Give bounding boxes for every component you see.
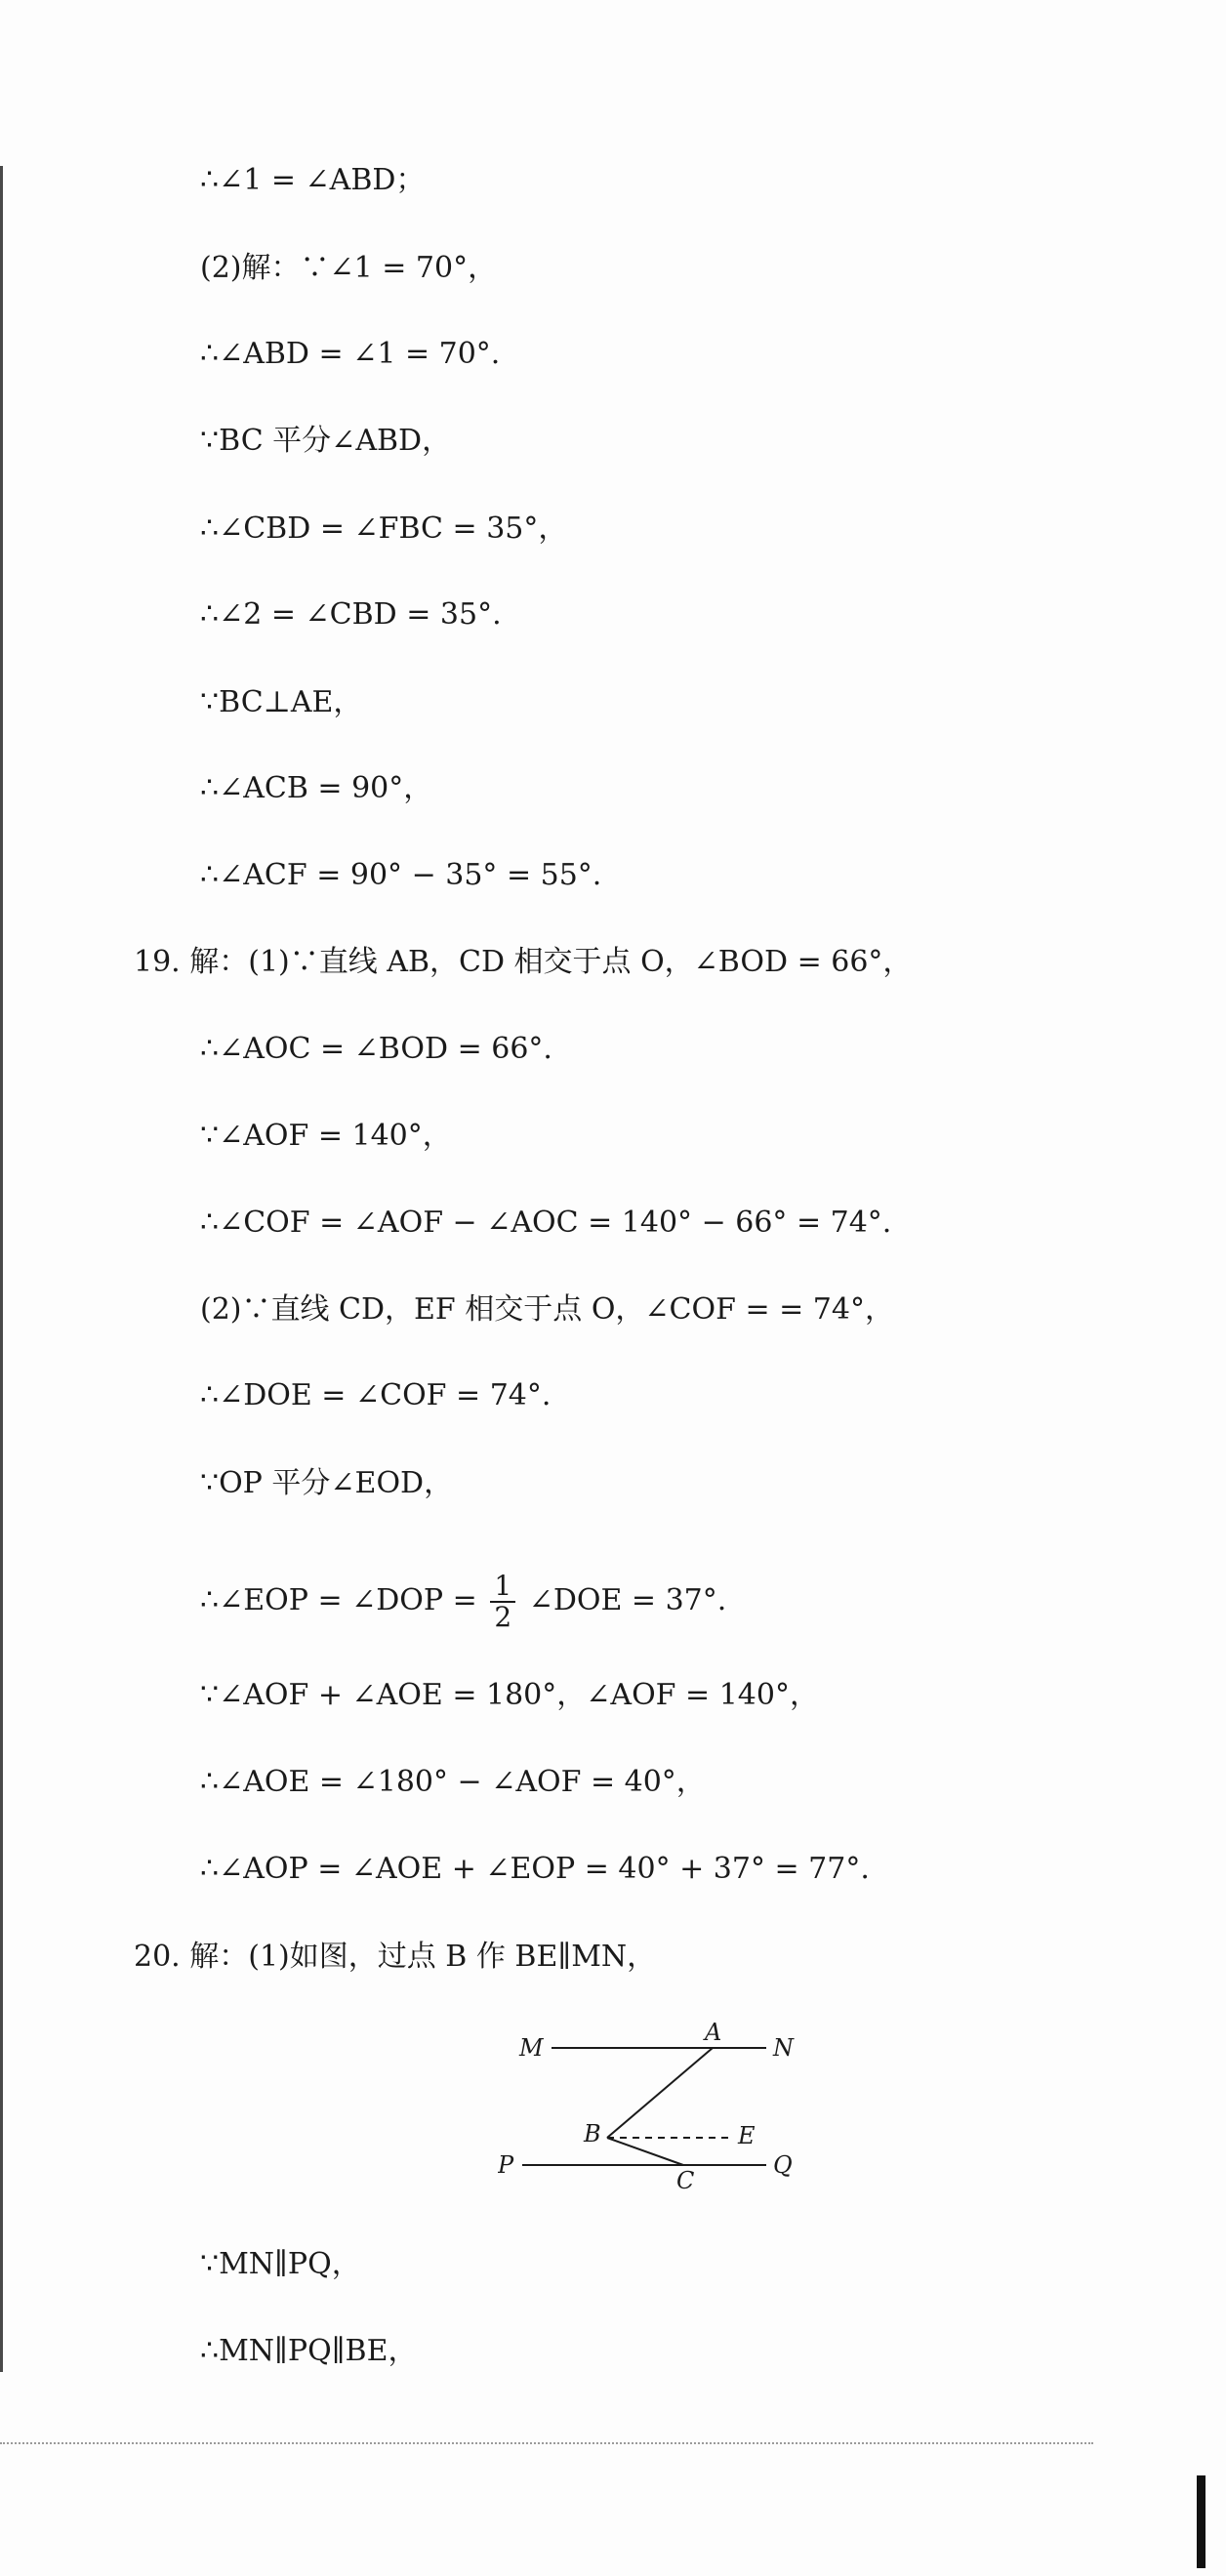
dotted-divider: [0, 2442, 1093, 2444]
fraction-one-half: [490, 1572, 515, 1632]
text-line: ∴∠2 = ∠CBD = 35°.: [200, 597, 502, 632]
text-line: ∴∠ACB = 90°，: [200, 771, 433, 805]
fraction-equation-line: [200, 1572, 726, 1632]
text-line: ∵BC 平分∠ABD，: [200, 424, 452, 458]
text-line: ∵OP 平分∠EOD，: [200, 1466, 454, 1500]
text-line: ∴∠ACF = 90° − 35° = 55°.: [200, 858, 602, 892]
text-line: ∵∠AOF + ∠AOE = 180°，∠AOF = 140°，: [200, 1678, 819, 1712]
label-p: P: [498, 2151, 514, 2179]
text-line: ∴∠ABD = ∠1 = 70°.: [200, 337, 501, 371]
label-a: A: [705, 2021, 722, 2046]
text-line: ∵MN∥PQ，: [200, 2247, 361, 2281]
label-m: M: [519, 2034, 544, 2062]
text-line: ∵BC⊥AE，: [200, 685, 363, 719]
text-line: ∴∠DOE = ∠COF = 74°.: [200, 1378, 552, 1412]
page-margin-line: [0, 166, 3, 2372]
label-b: B: [584, 2120, 601, 2147]
text-line: ∴∠COF = ∠AOF − ∠AOC = 140° − 66° = 74°.: [200, 1206, 892, 1240]
problem-19-heading: 19. 解：(1)∵直线 AB，CD 相交于点 O，∠BOD = 66°，: [134, 945, 913, 979]
equation-prefix: ∴∠EOP = ∠DOP =: [200, 1583, 477, 1617]
text-line: (2)解：∵∠1 = 70°，: [200, 251, 498, 285]
text-line: ∴∠AOP = ∠AOE + ∠EOP = 40° + 37° = 77°.: [200, 1852, 870, 1886]
fraction-numerator: 1: [490, 1572, 515, 1603]
label-n: N: [773, 2034, 794, 2062]
text-line: ∵∠AOF = 140°，: [200, 1119, 452, 1153]
parallel-lines-figure: [498, 2021, 810, 2196]
segment-bc: [607, 2138, 683, 2165]
text-line: (2)∵直线 CD，EF 相交于点 O，∠COF = = 74°，: [200, 1292, 894, 1327]
problem-20-heading: 20. 解：(1)如图，过点 B 作 BE∥MN，: [134, 1940, 657, 1974]
text-line: ∴MN∥PQ∥BE，: [200, 2334, 418, 2368]
equation-suffix: ∠DOE = 37°.: [528, 1583, 727, 1617]
fraction-denominator: 2: [494, 1601, 512, 1633]
label-q: Q: [773, 2151, 793, 2179]
page-edge-mark: [1197, 2475, 1206, 2568]
text-line: ∴∠AOC = ∠BOD = 66°.: [200, 1032, 552, 1066]
text-line: ∴∠1 = ∠ABD；: [200, 163, 426, 197]
text-line: ∴∠CBD = ∠FBC = 35°，: [200, 511, 568, 546]
text-line: ∴∠AOE = ∠180° − ∠AOF = 40°，: [200, 1765, 706, 1799]
segment-ab: [607, 2048, 713, 2138]
label-e: E: [738, 2122, 756, 2149]
label-c: C: [676, 2167, 695, 2194]
